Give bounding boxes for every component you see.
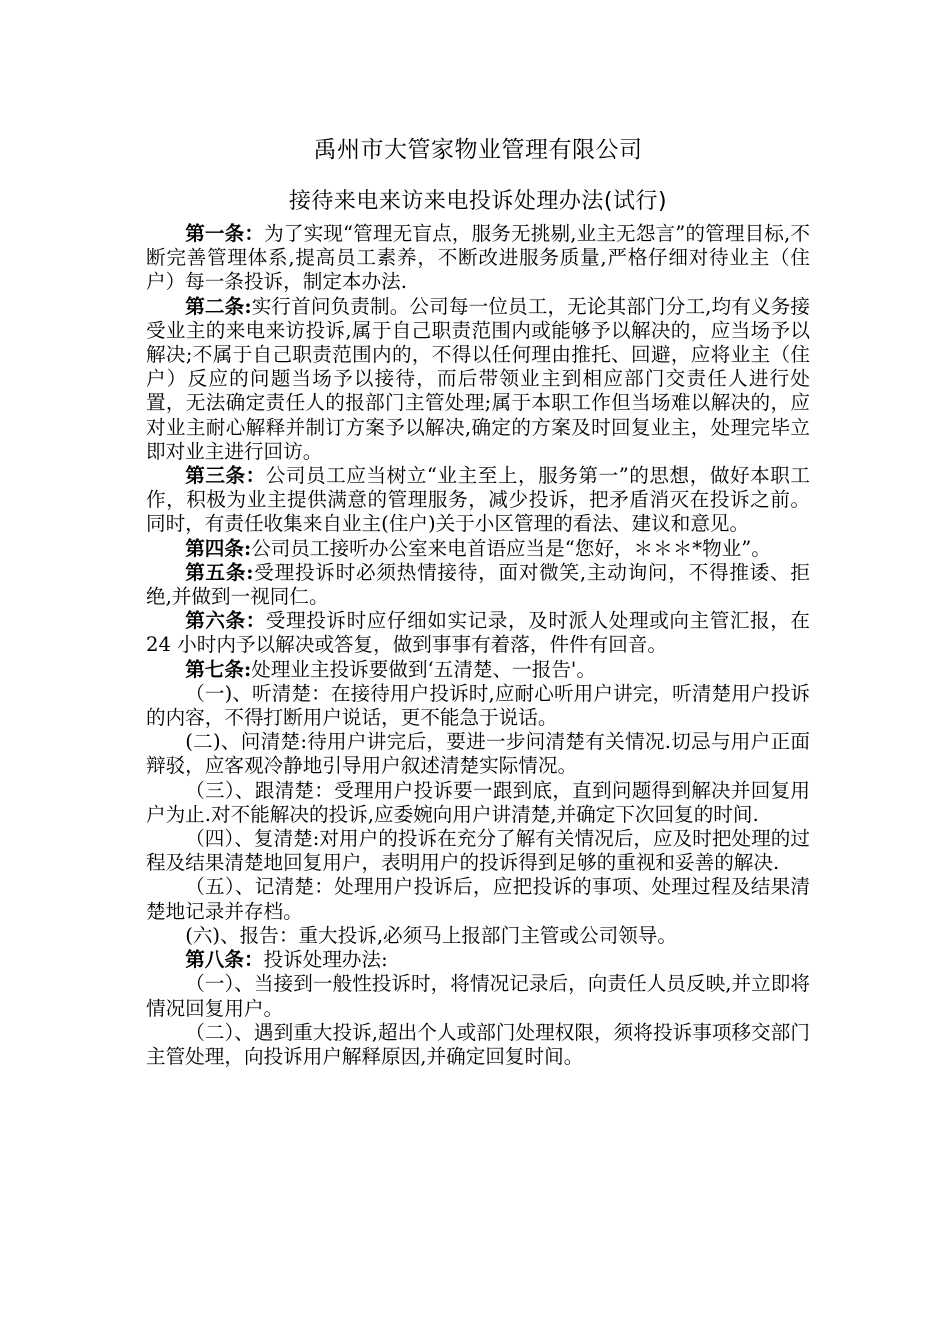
clause-general-complaint xyxy=(146,972,810,1020)
clause-text: （一）、当接到一般性投诉时，将情况记录后，向责任人员反映,并立即将情况回复用户。 xyxy=(146,972,810,1020)
article-label: 第八条： xyxy=(185,948,264,972)
clause-text: （三）、跟清楚：受理用户投诉要一跟到底，直到问题得到解决并回复用户为止.对不能解决的投诉,应委婉向用户讲清楚,并确定下次回复的时间. xyxy=(146,778,810,826)
article-text: 受理投诉时必须热情接待，面对微笑,主动询问，不得推诿、拒绝,并做到一视同仁。 xyxy=(146,560,810,609)
article-label: 第五条: xyxy=(185,560,254,584)
article-7 xyxy=(146,658,810,682)
article-text: 受理投诉时应仔细如实记录，及时派人处理或向主管汇报，在 24 小时内予以解决或答复，做到事事有着落，件件有回音。 xyxy=(146,609,811,657)
clause-reply xyxy=(146,827,810,875)
article-8 xyxy=(146,948,810,972)
clause-ask xyxy=(146,730,810,778)
document-title: 接待来电来访来电投诉处理办法(试行) xyxy=(288,189,668,214)
document-body xyxy=(146,222,810,1069)
article-text: 公司员工接听办公室来电首语应当是“您好，＊＊＊*物业”。 xyxy=(251,536,771,560)
clause-major-complaint xyxy=(146,1021,810,1069)
article-text: 为了实现“管理无盲点，服务无挑剔,业主无怨言”的管理目标,不断完善管理体系,提高员工素养，不断改进服务质量,严格仔细对待业主（住户）每一条投诉，制定本办法. xyxy=(146,222,810,294)
clause-text: （四）、复清楚:对用户的投诉在充分了解有关情况后，应及时把处理的过程及结果清楚地回复用户，表明用户的投诉得到足够的重视和妥善的解决. xyxy=(146,827,810,875)
article-text: 处理业主投诉要做到‘五清楚、一报告'。 xyxy=(251,657,596,681)
company-title: 禹州市大管家物业管理有限公司 xyxy=(313,137,643,163)
clause-text: （一)、听清楚：在接待用户投诉时,应耐心听用户讲完，听清楚用户投诉的内容，不得打断用户说话，更不能急于说话。 xyxy=(146,681,810,730)
article-4 xyxy=(146,537,810,561)
clause-text: （五）、记清楚：处理用户投诉后，应把投诉的事项、处理过程及结果清楚地记录并存档。 xyxy=(146,875,810,923)
article-label: 第三条： xyxy=(185,464,266,488)
article-label: 第二条: xyxy=(185,294,252,318)
clause-text: (六)、报告：重大投诉,必须马上报部门主管或公司领导。 xyxy=(185,923,677,947)
article-1 xyxy=(146,222,810,295)
article-label: 第四条: xyxy=(185,536,252,560)
document-page xyxy=(146,130,810,1069)
clause-record xyxy=(146,875,810,923)
clause-text: (二)、问清楚:待用户讲完后，要进一步问清楚有关情况.切忌与用户正面辩驳，应客观冷静地引导用户叙述清楚实际情况。 xyxy=(146,730,810,778)
clause-listen xyxy=(146,682,810,730)
clause-follow xyxy=(146,779,810,827)
article-5 xyxy=(146,561,810,609)
clause-text: （二）、遇到重大投诉,超出个人或部门处理权限，须将投诉事项移交部门主管处理，向投诉用户解释原因,并确定回复时间。 xyxy=(146,1020,810,1068)
article-label: 第六条： xyxy=(185,609,266,633)
article-6 xyxy=(146,609,810,657)
article-3 xyxy=(146,464,810,537)
article-text: 公司员工应当树立“业主至上，服务第一”的思想，做好本职工作，积极为业主提供满意的管理服务，减少投诉，把矛盾消灭在投诉之前。同时，有责任收集来自业主(住户)关于小区管理的看法、建议和意见。 xyxy=(146,464,810,536)
clause-report xyxy=(146,924,810,948)
article-text: 实行首问负责制。公司每一位员工，无论其部门分工,均有义务接受业主的来电来访投诉,属于自己职责范围内或能够予以解决的，应当场予以解决;不属于自己职责范围内的，不得以任何理由推托、回避，应将业主（住户）反应的问题当场予以接待，而后带领业主到相应部门交责任人进行处置，无法确定责任人的报部门主管处理;属于本职工作但当场难以解决的，应对业主耐心解释并制订方案予以解决,确定的方案及时回复业主，处理完毕立即对业主进行回访。 xyxy=(146,294,810,463)
article-label: 第一条： xyxy=(185,222,265,245)
article-text: 投诉处理办法: xyxy=(263,948,388,972)
article-label: 第七条: xyxy=(185,657,252,681)
article-2 xyxy=(146,295,810,464)
